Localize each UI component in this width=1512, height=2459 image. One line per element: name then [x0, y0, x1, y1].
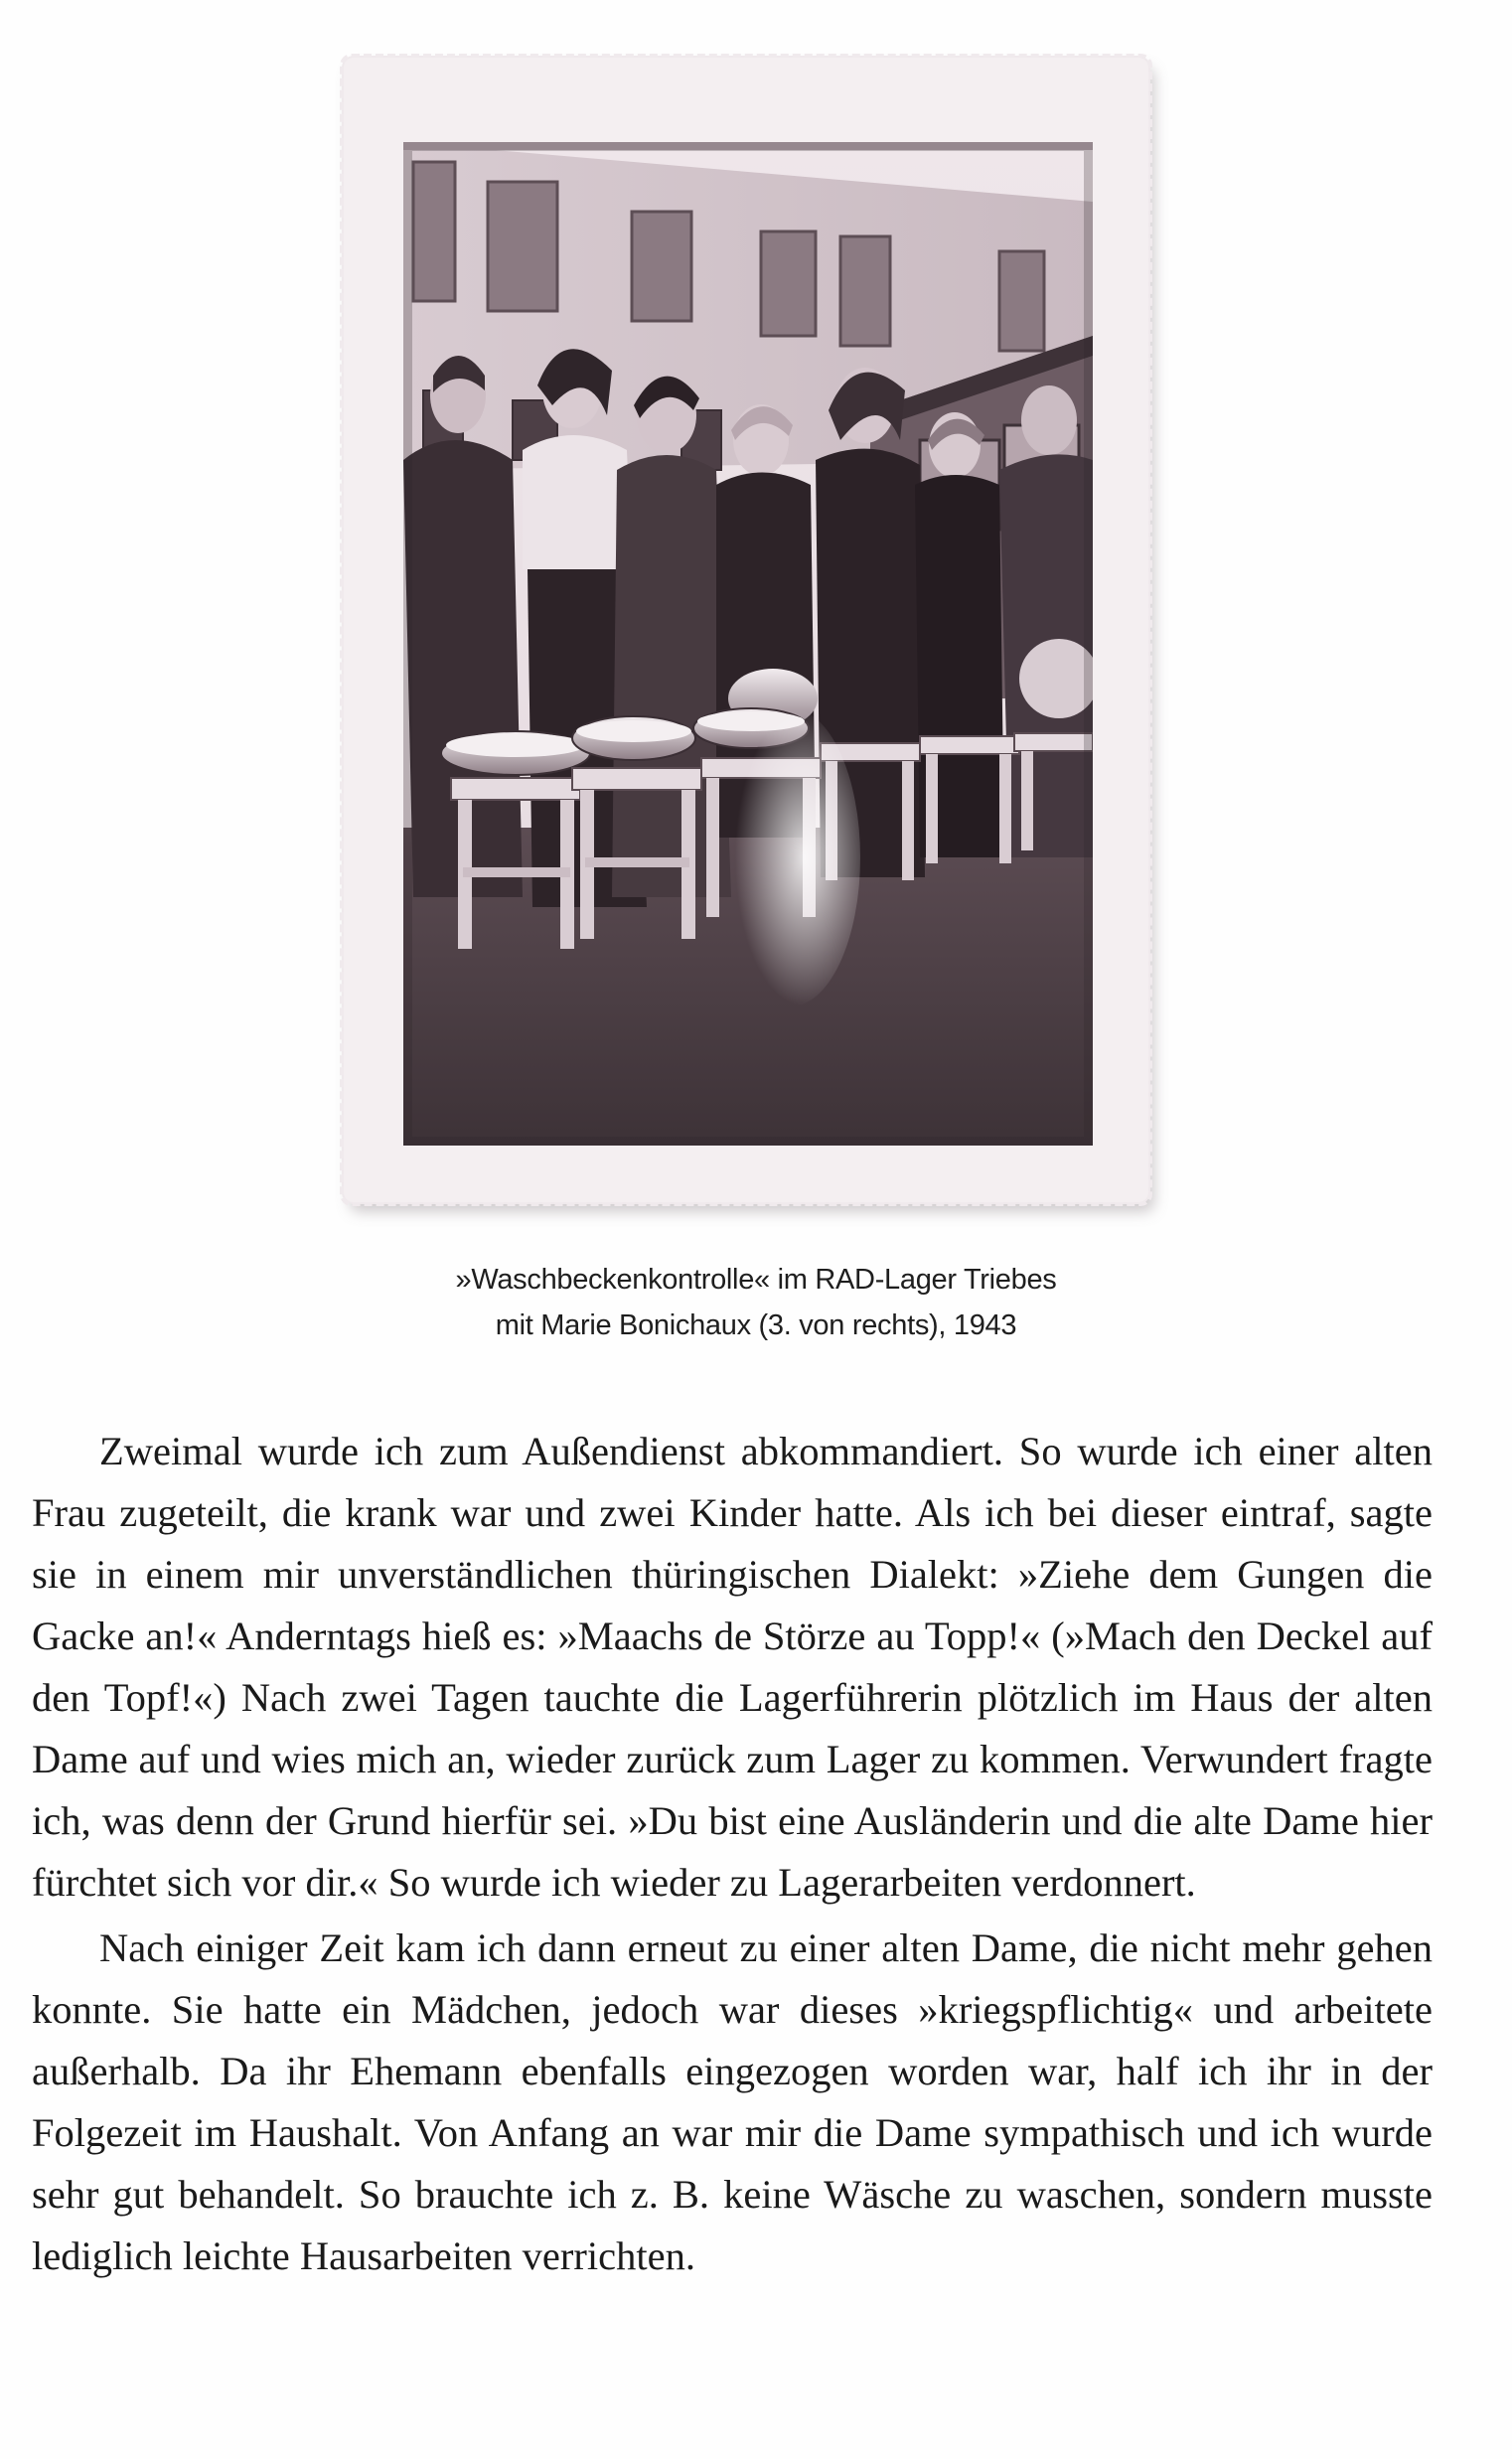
paragraph-1: Zweimal wurde ich zum Außendienst abkommandiert. So wurde ich einer alten Frau zugeteilt, die krank war und zwei Kinder hatte. Als ich bei dieser eintraf, sagte sie in einem mir unverständlichen thüringischen Dialekt: »Ziehe dem Gungen die Gacke an!« Anderntags hieß es: »Maachs de Störze au Topp!« (»Mach den Deckel auf den Topf!«) Nach zwei Tagen tauchte die Lagerführerin plötzlich im Haus der alten Dame auf und wies mich an, wieder zurück zum Lager zu kommen. Verwundert fragte ich, was denn der Grund hierfür sei. »Du bist eine Ausländerin und die alte Dame hier fürchtet sich vor dir.« So wurde ich wieder zu Lagerarbeiten verdonnert.: [32, 1429, 1433, 1905]
body-text: [32, 1421, 1433, 2287]
photo-illustration: [403, 142, 1093, 1146]
caption-line-1: »Waschbeckenkontrolle« im RAD-Lager Triebes: [455, 1264, 1057, 1296]
historical-photo: [403, 142, 1093, 1146]
paragraph-2: Nach einiger Zeit kam ich dann erneut zu einer alten Dame, die nicht mehr gehen konnte. Sie hatte ein Mädchen, jedoch war dieses »kriegspflichtig« und arbeitete außerhalb. Da ihr Ehemann ebenfalls eingezogen worden war, half ich ihr in der Folgezeit im Haushalt. Von Anfang an war mir die Dame sympathisch und ich wurde sehr gut behandelt. So brauchte ich z. B. keine Wäsche zu waschen, sondern musste lediglich leichte Hausarbeiten verrichten.: [32, 1925, 1433, 2278]
caption-line-2: mit Marie Bonichaux (3. von rechts), 1943: [495, 1309, 1017, 1341]
photo-card: [344, 58, 1148, 1202]
photo-caption: [298, 1257, 1214, 1348]
